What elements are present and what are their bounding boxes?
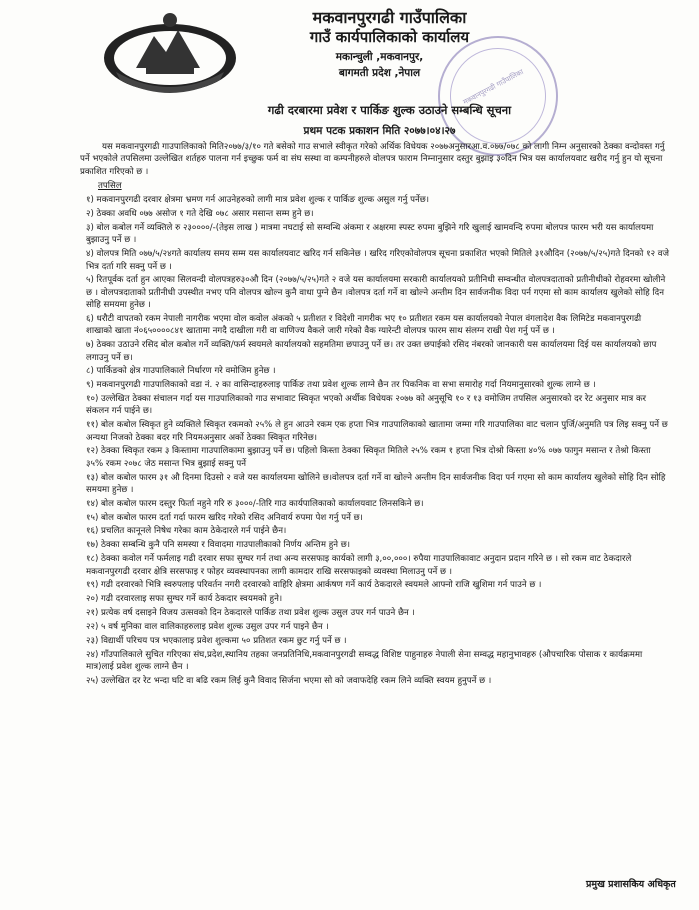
clause-11: ११) बोल कबोल स्विकृत हुने व्यक्तिले स्विकृत रकमको २५% ले हुन आउने रकम एक हप्ता भित्र गाउपालिकाको खातामा जम्मा गरि गाउपालिका वाट चलान पुर्जि/अनुमति पत्र लिइ सक्नु पर्ने छ अन्यथा निजको ठेक्का बदर गरि नियमअनुसार अर्को ठेक्का स्विकृत गरिनेछ। [86,420,668,443]
clause-14: १४) बोल कबोल फारम दस्तुर फिर्ता नहुने गरि रु ३०००/-तिरि गाउ कार्यपालिकाको कार्यालयवाट लिनसकिने छ। [86,498,424,509]
publication-date: प्रथम पटक प्रकाशन मिति २०७७।०४।२७ [303,125,456,137]
clause-3: ३) बोल कबोल गर्ने व्यक्तिले रु २३००००/-(तेइस लाख ) मात्रमा नघटाई सो सम्वन्धि अंकमा र अक्षरमा स्पस्ट रुपमा बुझिने गरि खुलाई खामवन्दि रुपमा बोलपत्र फारम भरी यस कार्यालयमा बुझाउनु पर्ने छ । [86,223,654,246]
clause-17: १७) ठेक्का सम्बन्धि कुनै पनि समस्या र विवादमा गाउपालीकाको निर्णय अन्तिम हुने छ। [86,540,351,551]
clause-10: १०) उल्लेखित ठेक्का संचालन गर्दा यस गाउपालिकाको गाउ सभावाट स्विकृत भएको अर्थीक विधेयक २०७७ को अनुसूचि १० र १३ वमोजिम तपसिल अनुसारको दर रेट अनुसार मात्र कर संकलन गर्न पाईने छ। [86,394,647,417]
clause-5: ५) रितपूर्वक दर्ता हुन आएका सिलवन्दी वोलपत्रहरु३०औ दिन (२०७७/५/२५)गते २ वजे यस कार्यालयमा सरकारी कार्यालयको प्रतीनिधी सम्वन्धीत वोलपत्रदाताको प्रतीनीधीको रोहवरमा खोलीने छ । वोलपत्रदाताको प्रतीनीधी उपस्थीत नभए पनि वोलपत्र खोल्न कुनै वाधा पुग्ने छैन ।वोलपत्र दर्ता गर्ने वा खोल्ने अन्तीम दिन सार्वजनीक विदा पर्न गएमा सो काम कार्यालय खुलेको सोहि दिन सोहि समयमा हुनेछ । [86,275,666,311]
clause-22: २२) ५ वर्ष मुनिका वाल वालिकाहरुलाइ प्रवेश शुल्क उसुल उपर गर्न पाइने छैन । [86,621,329,632]
clause-19: १९) गढी दरवारको भित्रि स्वरुपलाइ परिवर्तन नगरी दरवारको वाहिरि क्षेत्रमा आर्कषण गर्ने कार्य ठेकदारले स्वयमले आफ्नो राजि खुशिमा गर्न पाउने छ । [86,580,542,591]
clause-15: १५) बोल कबोल फारम दर्ता गर्दा फारम खरिद गरेको रसिद अनिवार्य रुपमा पेश गर्नु पर्ने छ। [86,512,363,523]
intro-paragraph: यस मकवानपुरगढी गाउपालिकाको मिति२०७७/३/१० गते बसेको गाउ सभाले स्वीकृत गरेको अर्थिक विधेयक २०७७अनुसारआ.व.०७७/०७८ को लागी निम्न अनुसारको ठेक्का वन्दोवस्त गर्नु पर्ने भएकोले तपसिलमा उल्लेखित शर्तहरु पालना गर्न इच्छुक फर्म वा संघ सस्था वा कम्पनीहरुले वोलपत्र फाराम निम्नानुसार दस्तुर बुझाइ ३०दिन भित्र यस कार्यालयवाट खरीद गर्नु हुन यो सूचना प्रकाशित गरिएको छ । [80,142,665,177]
clause-4: ४) वोलपत्र मिति ०७७/५/२४गते कार्यालय समय सम्म यस कार्यालयवाट खरिद गर्न सकिनेछ । खरिद गरिएकोवोलपत्र सूचना प्रकाशित भएको मितिले ३१औदिन (२०७७/५/२५)गते दिनको १२ वजे भित्र दर्ता गरि सक्नु पर्ने छ । [86,249,669,272]
address-line-1: मकान्चुली ,मकवानपुर, [335,51,424,63]
address-line-2: बागमती प्रदेश ,नेपाल [338,67,421,79]
clause-21: २१) प्रत्येक वर्ष दसाइने विजय उत्सवको दिन ठेकदारले पार्किङ तथा प्रवेश शुल्क उसुल उपर गर्न पाउने छैन । [86,608,415,619]
office-name: गाउँ कार्यपालिकाको कार्यालय [309,28,470,46]
signature-title: प्रमुख प्रशासकिय अधिकृत [586,879,676,890]
clause-18: १८) ठेक्का कवोल गर्ने फर्मलाइ गढी दरवार सफा सुग्घर गर्न तथा अन्य सरसफाइ कार्यको लागी ३,००,०००। रुपैया गाउपालिकावाट अनुदान प्रदान गरिने छ । सो रकम वाट ठेकदारले मकवानपुरगढी दरवार क्षेत्रि सरसफाइ र फोहर व्यवस्थापनका लागी कामदार राखि सरसफाइको व्यवस्था मिलाउनु पर्ने छ । [86,554,632,577]
clause-8: ८) पार्किङको क्षेत्र गाउपालिकाले निर्धारण गरे वमोजिम हुनेछ । [86,366,276,377]
org-name: मकवानपुरगढी गाउँपालिका [312,8,467,27]
clause-12: १२) ठेक्का स्विकृत रकम ३ किस्तामा गाउपालिकामा बुझाउनु पर्ने छ। पहिलो किस्ता ठेक्का स्विकृत मितिले २५% रकम १ हप्ता भित्र दोश्रो किस्ता ४०% ०७७ फागुन मसान्त र तेश्रो किस्ता ३५% रकम २०७८ जेठ मसान्त भित्र बुझाई सक्नु पर्ने [86,446,651,469]
tapasil-heading: तपसिल [98,181,122,192]
stamp-label: मकवानपुरगढी गाउँपालिका [461,67,525,107]
clause-16: १६) प्रचलित कानूनले निषेध गरेका काम ठेकेदारले गर्न पाईने छैन। [86,526,287,537]
clause-6: ६) धरौटी वापतको रकम नेपाली नागरीक भएमा वोल कवोल अंकको ५ प्रतीशत र विदेशी नागरीक भए १० प्रतीशत रकम यस कार्यालयको नेपाल वंगलादेश वैक लिमिटेड मकवानपुरगढी शाखाको खाता नं०६५००००८४१ खातामा नगदै दाखीला गरी वा वाणिज्य वैकले जारी गरेको वैक ग्यारेन्टी वोलपत्र फारम साथ संलग्न राखी पेश गर्नु पर्ने छ । [86,313,642,337]
clause-9: ९) मकवानपुरगढी गाउपालिकाको वडा नं. २ का वासिन्दाहरुलाइ पार्किङ तथा प्रवेश शुल्क लाग्ने छैन तर पिकनिक वा सभा समारोह गर्दा नियमानुसारको शुल्क लाग्ने छ । [86,380,596,391]
clause-24: २४) गाँउपालिकाले सुचित गरिएका संघ,प्रदेश,स्थानिय तहका जनप्रतिनिधि,मकवानपुरगढी सम्वद्ध विशिष्ट पाहुनाहरु नेपाली सेना सम्वद्ध महानुभावहरु (औपचारिक पोसाक र कार्यक्रममा मात्र)लाई प्रवेश शुल्क लाग्ने छैन । [86,649,643,672]
clause-20: २०) गढी दरवारलाइ सफा सुग्घर गर्ने कार्य ठेकदार स्वयमको हुने। [86,594,283,605]
clause-7: ७) ठेक्का उठाउने रसिद बोल कबोल गर्ने व्यक्ति/फर्म स्वयमले कार्यालयको सहमतिमा छपाउनु पर्ने छ। तर उक्त छपाईको रसिद नंबरको जानकारी यस कार्यालयमा दिई यस कार्यालयको छाप लगाउनु पर्ने छ। [86,340,657,363]
notice-title: गढी दरबारमा प्रवेश र पार्किङ शुल्क उठाउने सम्बन्धि सूचना [267,103,512,117]
clause-13: १३) बोल कबोल फारम ३१ औ दिनमा दिउसो २ वजे यस कार्यालयमा खोलिने छ।वोलपत्र दर्ता गर्ने वा खोल्ने अन्तीम दिन सार्वजनीक विदा पर्न गएमा सो काम कार्यालय खुलेको सोहि दिन सोहि समयमा हुनेछ । [86,472,666,495]
clause-23: २३) विद्यार्थी परिचय पत्र भएकालाइ प्रवेश शुल्कमा ५० प्रतिशत रकम छुट गर्नु पर्ने छ । [86,635,347,646]
notice-body [80,141,670,689]
clause-1: १) मकवानपुरगढी दरवार क्षेत्रमा भ्रमण गर्न आउनेहरुको लागी मात्र प्रवेश शुल्क र पार्किङ शुल्क असुल गर्नु पर्नेछ। [86,195,430,206]
clause-2: २) ठेक्का अवधि ०७७ असोज १ गते देखि ०७८ असार मसान्त सम्म हुने छ। [86,209,314,220]
clause-25: २५) उल्लेखित दर रेट भन्दा घटि वा बढि रकम लिई कुनै विवाद सिर्जना भएमा सो को जवाफदेहि रकम लिने व्यक्ति स्वयम हुनुपर्ने छ । [86,675,492,686]
